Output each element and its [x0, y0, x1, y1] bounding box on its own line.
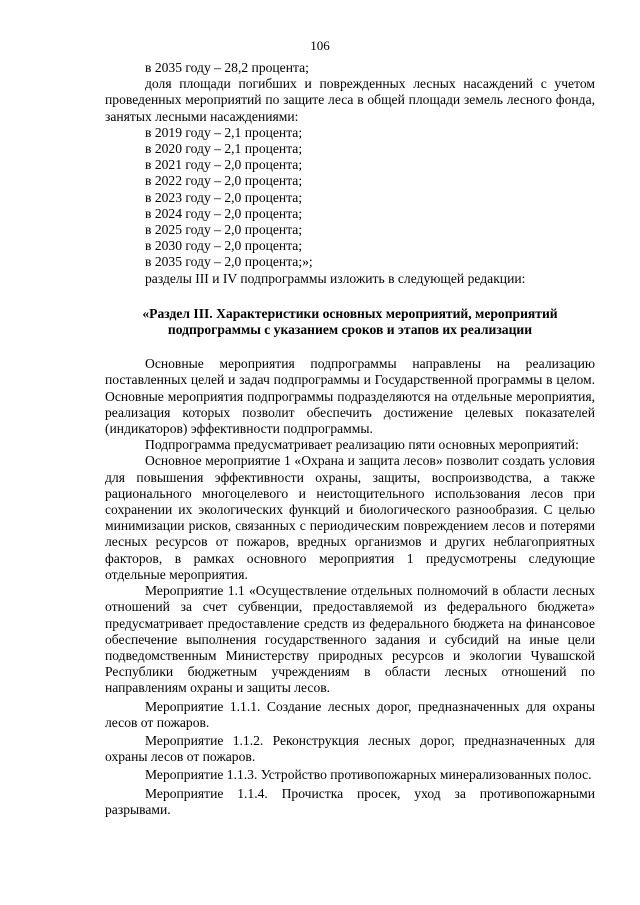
paragraph: Мероприятие 1.1.4. Прочистка просек, уход за противопожарными разрывами. — [105, 785, 595, 817]
list-item: в 2022 году – 2,0 процента; — [145, 173, 303, 189]
paragraph: Основные мероприятия подпрограммы направлены на реализацию поставленных целей и задач подпрограммы и Государственной программы в целом. Основные мероприятия подпрограммы подразделяются на отдельные мероприятия, реализация которых позволит обеспечить достижение целевых показателей (индикаторов) эффективности подпрограммы. — [105, 356, 595, 437]
paragraph: Мероприятие 1.1.3. Устройство противопожарных минерализованных полос. — [145, 767, 592, 783]
paragraph: Мероприятие 1.1.2. Реконструкция лесных дорог, предназначенных для охраны лесов от пожаров. — [105, 732, 595, 765]
paragraph: Подпрограмма предусматривает реализацию пяти основных мероприятий: — [145, 437, 579, 453]
paragraph: доля площади погибших и поврежденных лесных насаждений с учетом проведенных мероприятий по защите леса в общей площади земель лесного фонда, занятых лесными насаждениями: — [105, 76, 595, 124]
section-heading: «Раздел III. Характеристики основных мероприятий, мероприятий подпрограммы с указанием сроков и этапов их реализации — [142, 305, 558, 338]
document-body — [105, 60, 595, 818]
list-item: в 2023 году – 2,0 процента; — [145, 189, 303, 205]
list-item: в 2020 году – 2,1 процента; — [145, 141, 303, 157]
paragraph: Мероприятие 1.1.1. Создание лесных дорог, предназначенных для охраны лесов от пожаров. — [105, 698, 595, 730]
paragraph: Мероприятие 1.1 «Осуществление отдельных полномочий в области лесных отношений за счет субвенции, предоставляемой из федерального бюджета» предусматривает предоставление средств из федерального бюджета на финансовое обеспечение выполнения государственного задания и субсидий на иные цели подведомственным Министерству природных ресурсов и экологии Чувашской Республики бюджетным учреждениям в области лесных отношений по направлениям охраны и защиты лесов. — [105, 583, 595, 696]
list-item: в 2024 году – 2,0 процента; — [145, 205, 303, 221]
page-number: 106 — [310, 38, 330, 53]
list-item: в 2025 году – 2,0 процента; — [145, 222, 303, 238]
paragraph: в 2035 году – 28,2 процента; — [145, 60, 309, 75]
paragraph: разделы III и IV подпрограммы изложить в следующей редакции: — [145, 270, 526, 286]
paragraph: Основное мероприятие 1 «Охрана и защита лесов» позволит создать условия для повышения эффективности охраны, защиты, воспроизводства, а также рационального многоцелевого и неистощительного использования лесов при сохранении их экологических функций и биологического разнообразия. С целью минимизации рисков, связанных с периодическим повреждением лесов и потерями лесных ресурсов от пожаров, вредных организмов и других неблагоприятных факторов, в рамках основного мероприятия 1 предусмотрены следующие отдельные мероприятия. — [105, 453, 595, 582]
list-item: в 2035 году – 2,0 процента;»; — [145, 254, 313, 270]
list-item: в 2030 году – 2,0 процента; — [145, 238, 303, 254]
list-item: в 2019 году – 2,1 процента; — [145, 124, 303, 140]
list-item: в 2021 году – 2,0 процента; — [145, 157, 303, 173]
